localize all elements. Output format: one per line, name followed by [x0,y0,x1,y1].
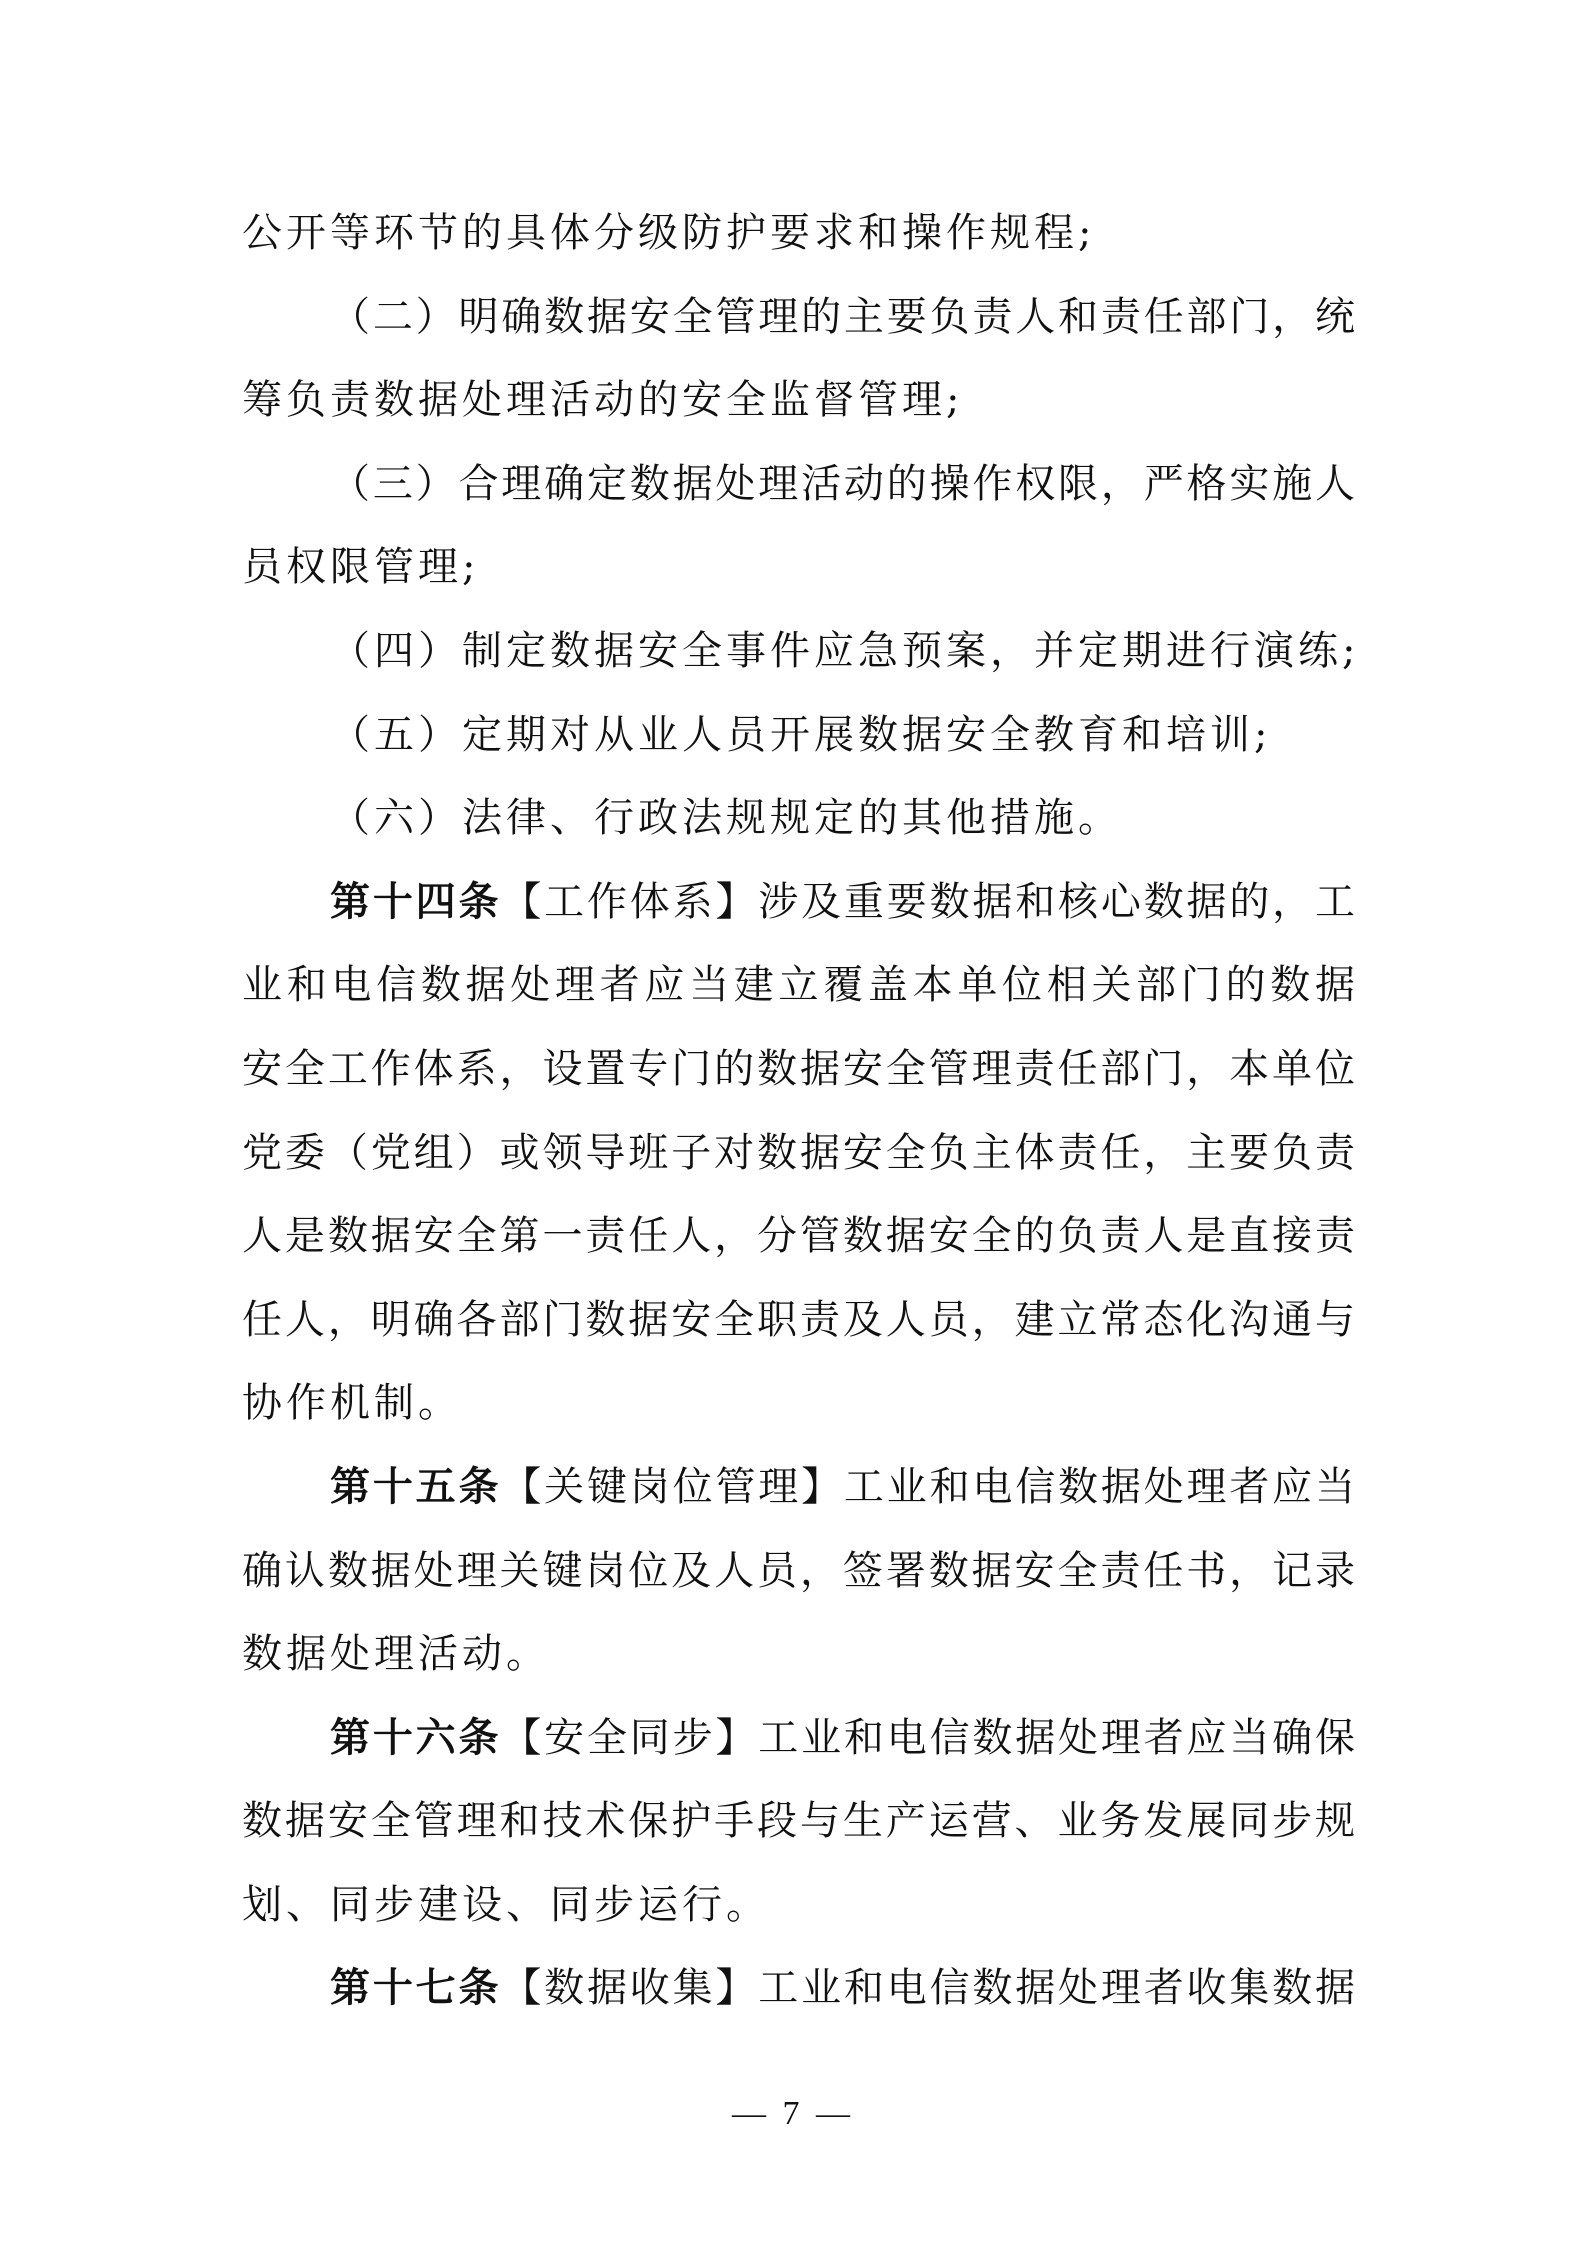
page-number: — 7 — [732,2095,854,2132]
text-line [242,610,1360,694]
line-text: 协作机制。 [242,1380,462,1427]
text-line [242,443,1355,527]
line-text: 安全工作体系，设置专门的数据安全管理责任部门，本单位 [242,1045,1355,1092]
text-line [242,1028,1355,1112]
text-line [242,1530,1355,1614]
line-text: 【工作体系】涉及重要数据和核心数据的，工 [501,878,1355,925]
text-line [242,1446,1355,1530]
line-text: 【关键岗位管理】工业和电信数据处理者应当 [501,1463,1355,1510]
line-text: 数据处理活动。 [242,1631,550,1678]
text-line [242,777,1355,861]
text-line [242,526,1355,610]
text-line [242,1112,1355,1196]
article-number: 第十四条 [330,878,502,925]
text-line [242,1780,1355,1864]
line-text: 划、同步建设、同步运行。 [242,1881,770,1928]
text-line [242,1279,1355,1363]
line-text: （五）定期对从业人员开展数据安全教育和培训; [330,711,1272,758]
line-text: 业和电信数据处理者应当建立覆盖本单位相关部门的数据 [242,962,1355,1009]
document-body [242,192,1360,2031]
text-line [242,1864,1355,1948]
text-line [242,1947,1355,2031]
line-text: 人是数据安全第一责任人，分管数据安全的负责人是直接责 [242,1213,1355,1260]
line-text: 【安全同步】工业和电信数据处理者应当确保 [501,1714,1355,1761]
text-line [242,1195,1355,1279]
text-line [242,944,1355,1028]
line-text: 确认数据处理关键岗位及人员，签署数据安全责任书，记录 [242,1547,1355,1594]
line-text: 任人，明确各部门数据安全职责及人员，建立常态化沟通与 [242,1296,1355,1343]
line-text: 员权限管理; [242,544,480,591]
line-text: 数据安全管理和技术保护手段与生产运营、业务发展同步规 [242,1798,1355,1845]
article-number: 第十七条 [330,1965,502,2012]
line-text: （四）制定数据安全事件应急预案，并定期进行演练; [330,627,1360,674]
text-line [242,694,1355,778]
text-line [242,1697,1355,1781]
line-text: 公开等环节的具体分级防护要求和操作规程; [242,210,1096,256]
text-line [242,1362,1355,1446]
article-number: 第十五条 [330,1463,502,1510]
text-line [242,861,1355,945]
text-line [242,192,1355,276]
line-text: （二）明确数据安全管理的主要负责人和责任部门，统 [330,293,1355,340]
text-line [242,359,1355,443]
line-text: （三）合理确定数据处理活动的操作权限，严格实施人 [330,460,1355,507]
line-text: （六）法律、行政法规规定的其他措施。 [330,795,1122,842]
line-text: 【数据收集】工业和电信数据处理者收集数据 [501,1965,1355,2012]
text-line [242,1613,1355,1697]
line-text: 党委（党组）或领导班子对数据安全负主体责任，主要负责 [242,1129,1355,1176]
text-line [242,276,1355,360]
line-text: 筹负责数据处理活动的安全监督管理; [242,377,964,424]
article-number: 第十六条 [330,1714,502,1761]
